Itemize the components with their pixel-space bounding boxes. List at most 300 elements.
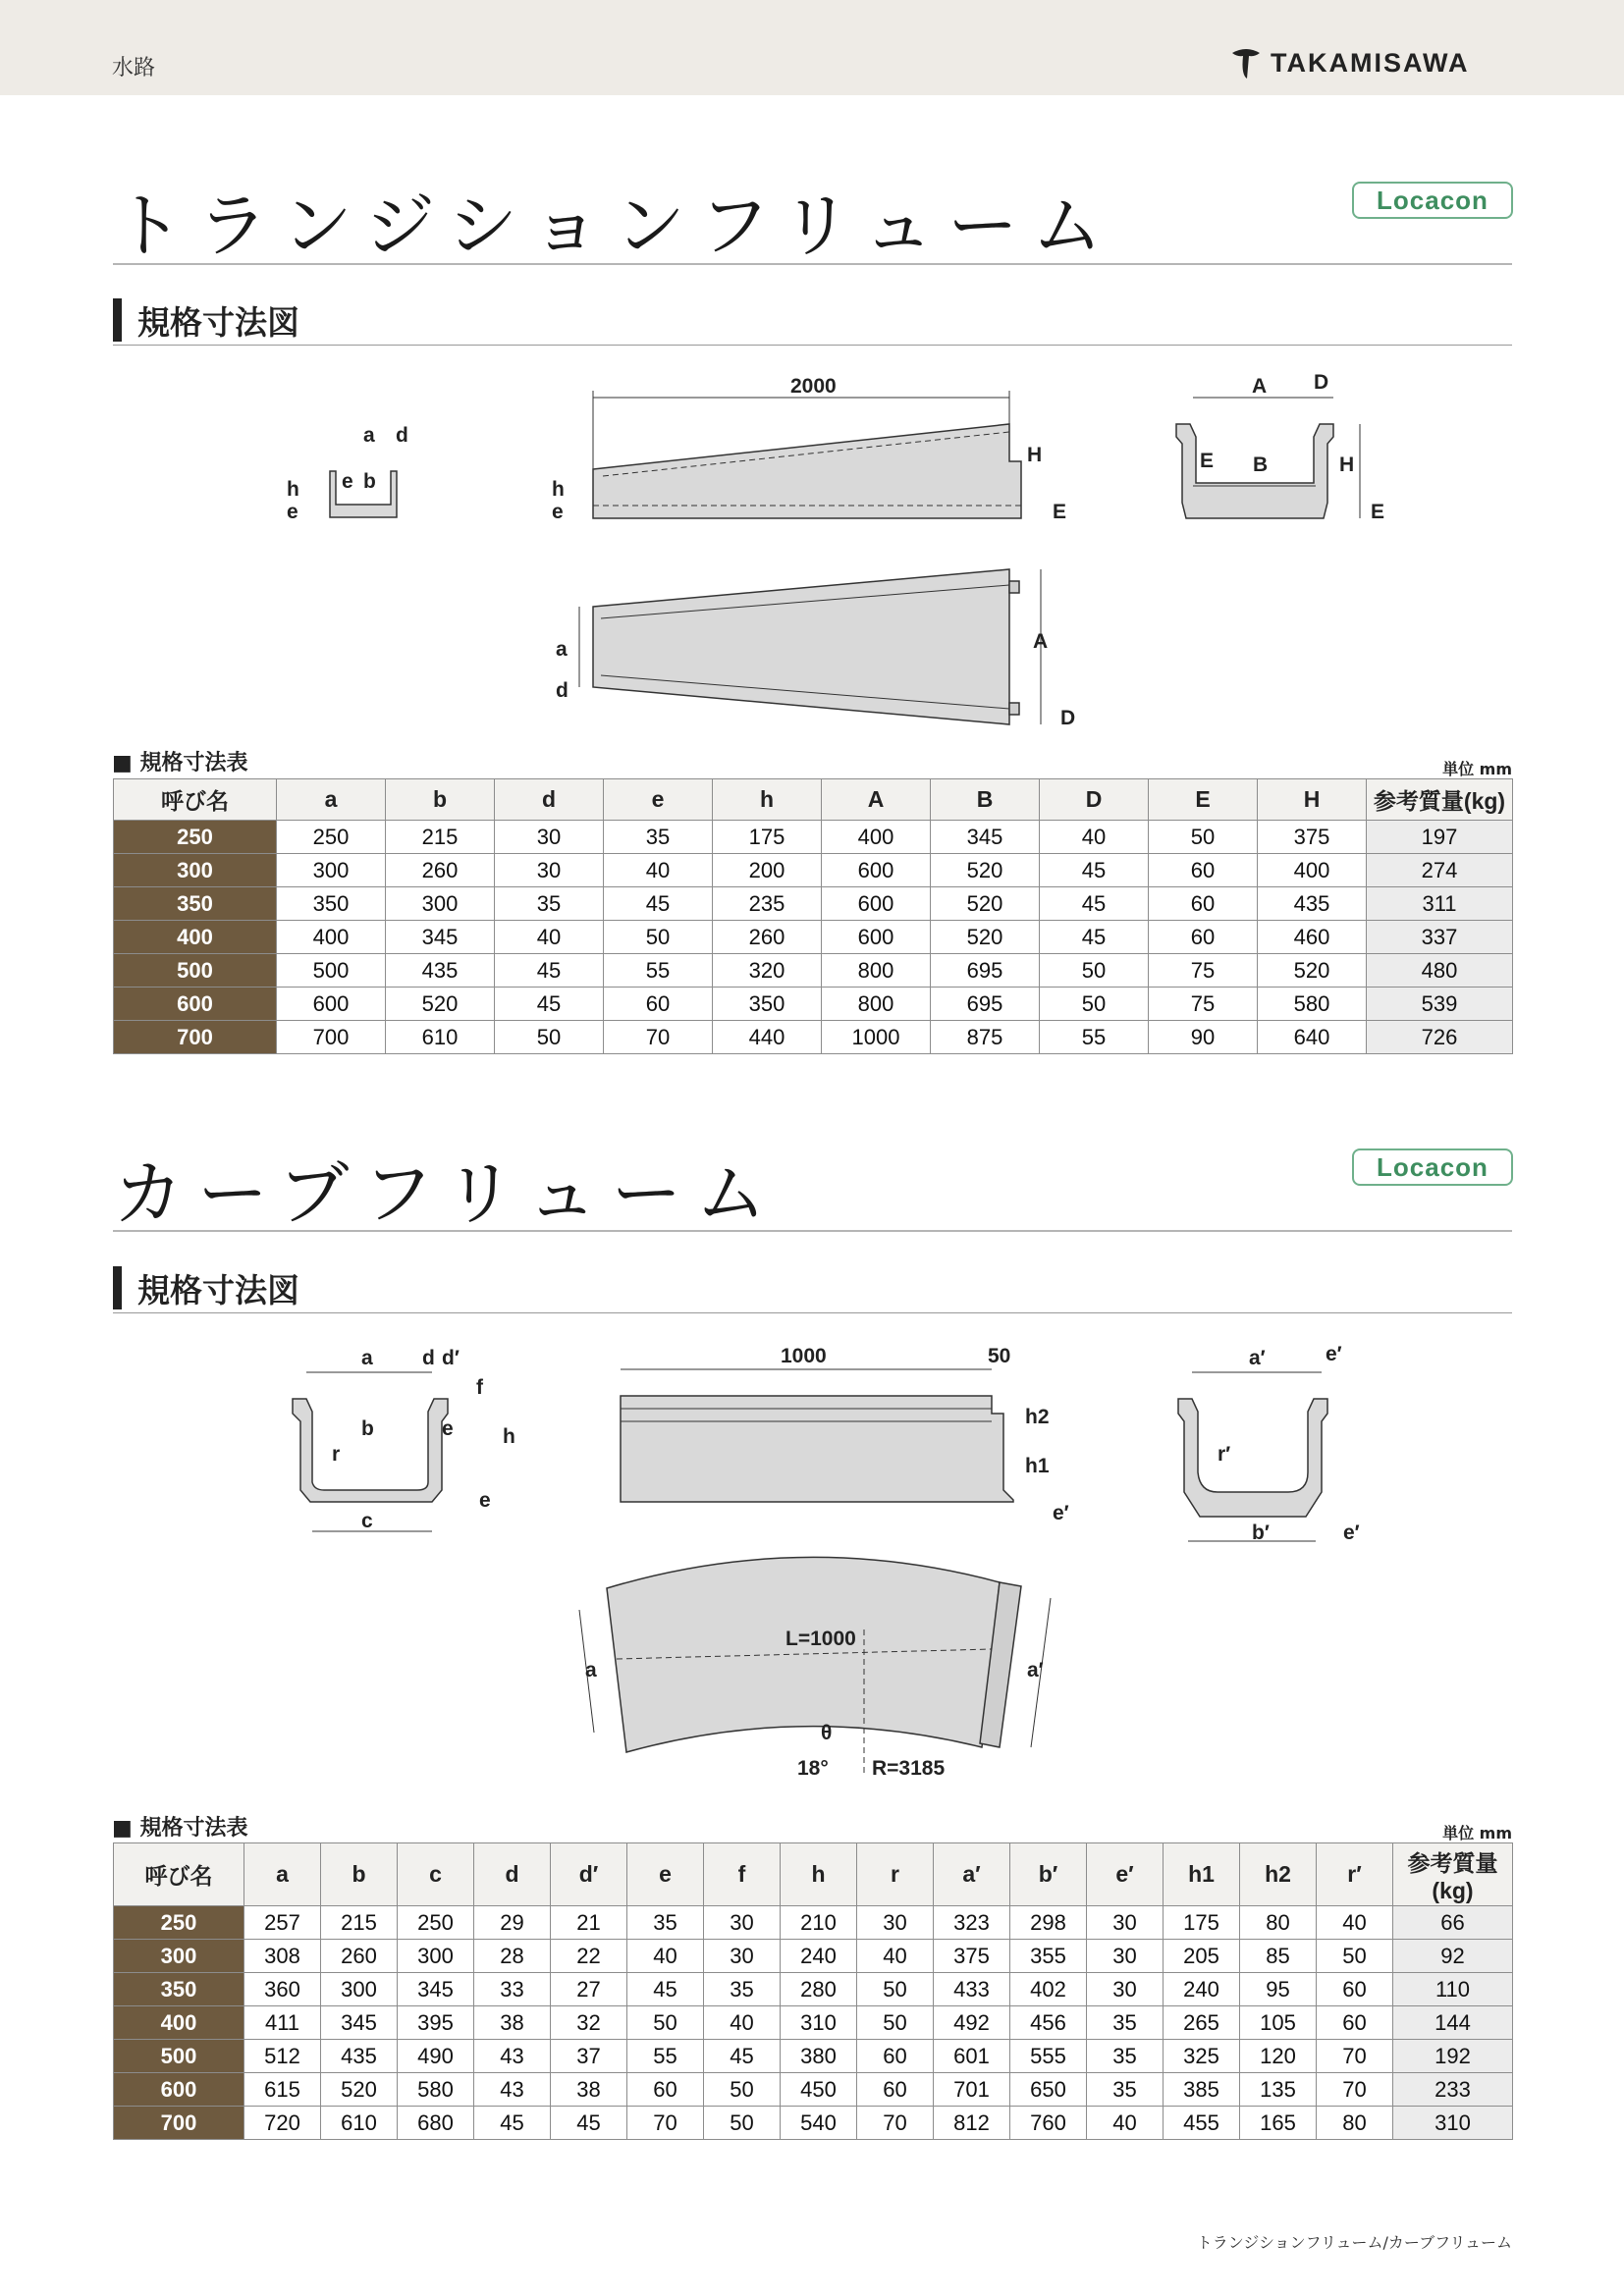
nominal-size-cell: 500 [114, 954, 277, 988]
table-cell: 50 [627, 2006, 704, 2040]
table-cell: 75 [1149, 988, 1258, 1021]
table-cell: 310 [781, 2006, 857, 2040]
weight-cell: 197 [1367, 821, 1513, 854]
table-row [114, 821, 1513, 854]
table-cell: 760 [1010, 2107, 1087, 2140]
side-view-shape [593, 424, 1021, 518]
col-header: 参考質量(kg) [1393, 1843, 1513, 1906]
weight-cell: 192 [1393, 2040, 1513, 2073]
table-cell: 650 [1010, 2073, 1087, 2107]
col-header: 参考質量(kg) [1367, 779, 1513, 821]
table-header-row [114, 779, 1513, 821]
plan-view-shape [593, 569, 1009, 724]
table-cell: 175 [1164, 1906, 1240, 1940]
drawing-heading [113, 1266, 299, 1309]
end-e2-label: e′ [1343, 1522, 1360, 1544]
table-cell: 456 [1010, 2006, 1087, 2040]
sect-E-label: E [1200, 450, 1215, 472]
col-header: A [822, 779, 931, 821]
table-cell: 300 [398, 1940, 474, 1973]
weight-cell: 726 [1367, 1021, 1513, 1054]
table-cell: 1000 [822, 1021, 931, 1054]
plan-A-label: A [1033, 630, 1049, 653]
table-label: ■ 規格寸法表 [112, 1816, 248, 1841]
table-cell: 460 [1258, 921, 1367, 954]
table-cell: 323 [934, 1906, 1010, 1940]
table-cell: 325 [1164, 2040, 1240, 2073]
table-cell: 70 [1317, 2040, 1393, 2073]
table-cell: 250 [277, 821, 386, 854]
table-cell: 260 [713, 921, 822, 954]
col-header: e [627, 1843, 704, 1906]
weight-cell: 144 [1393, 2006, 1513, 2040]
page-footer: トランジションフリューム/カーブフリューム [1196, 2233, 1512, 2252]
table-cell: 350 [277, 887, 386, 921]
table-cell: 720 [244, 2107, 321, 2140]
table-cell: 435 [1258, 887, 1367, 921]
table-cell: 35 [1087, 2040, 1164, 2073]
col-header: b [386, 779, 495, 821]
table-cell: 600 [822, 887, 931, 921]
locacon-logo: Locacon [1352, 182, 1513, 219]
table-cell: 280 [781, 1973, 857, 2006]
transition-flume-drawings [0, 353, 1624, 746]
table-cell: 30 [704, 1940, 781, 1973]
heading-bar [113, 1266, 122, 1309]
table-row [114, 2107, 1513, 2140]
table-row [114, 2006, 1513, 2040]
table-cell: 40 [704, 2006, 781, 2040]
nominal-size-cell: 700 [114, 1021, 277, 1054]
table-cell: 240 [781, 1940, 857, 1973]
table-cell: 512 [244, 2040, 321, 2073]
table-cell: 30 [1087, 1940, 1164, 1973]
table-cell: 520 [321, 2073, 398, 2107]
table-cell: 60 [604, 988, 713, 1021]
table-cell: 60 [627, 2073, 704, 2107]
table-cell: 35 [604, 821, 713, 854]
col-header: a′ [934, 1843, 1010, 1906]
table-cell: 40 [1040, 821, 1149, 854]
table-cell: 580 [398, 2073, 474, 2107]
nominal-size-cell: 350 [114, 1973, 244, 2006]
table-cell: 300 [321, 1973, 398, 2006]
table-cell: 40 [1087, 2107, 1164, 2140]
table-cell: 22 [551, 1940, 627, 1973]
table-cell: 600 [822, 921, 931, 954]
table-cell: 205 [1164, 1940, 1240, 1973]
weight-cell: 274 [1367, 854, 1513, 887]
table-cell: 70 [604, 1021, 713, 1054]
side-E-label: E [1053, 501, 1067, 523]
curved-plan-shape [607, 1557, 1000, 1752]
table-cell: 29 [474, 1906, 551, 1940]
heading-bar [113, 298, 122, 342]
sect-A-label: A [1252, 375, 1268, 398]
col-header: h [781, 1843, 857, 1906]
table-cell: 600 [277, 988, 386, 1021]
table-cell: 540 [781, 2107, 857, 2140]
heading-divider [113, 345, 1512, 346]
table-cell: 95 [1240, 1973, 1317, 2006]
plan-D-label: D [1060, 707, 1076, 729]
table-cell: 60 [1317, 1973, 1393, 2006]
table-cell: 40 [495, 921, 604, 954]
table-cell: 43 [474, 2040, 551, 2073]
side-H-label: H [1027, 444, 1043, 466]
table-row [114, 1021, 1513, 1054]
table-cell: 520 [1258, 954, 1367, 988]
weight-cell: 310 [1393, 2107, 1513, 2140]
table-cell: 400 [822, 821, 931, 854]
plan-d-label: d [556, 679, 568, 702]
table-cell: 812 [934, 2107, 1010, 2140]
col-header: r [857, 1843, 934, 1906]
table-cell: 60 [857, 2040, 934, 2073]
col-header: f [704, 1843, 781, 1906]
table-cell: 50 [1317, 1940, 1393, 1973]
end-r-label: r′ [1218, 1443, 1231, 1466]
sect-D-label: D [1314, 371, 1329, 394]
table-cell: 30 [495, 821, 604, 854]
table-row [114, 1940, 1513, 1973]
curve-flume-drawings [0, 1325, 1624, 1796]
table-cell: 45 [1040, 921, 1149, 954]
side-e-label: e′ [1053, 1502, 1069, 1524]
table-cell: 35 [1087, 2073, 1164, 2107]
table-cell: 28 [474, 1940, 551, 1973]
table-cell: 240 [1164, 1973, 1240, 2006]
table-cell: 55 [627, 2040, 704, 2073]
small-a-label: a [363, 424, 375, 447]
table-row [114, 2040, 1513, 2073]
table-cell: 520 [931, 921, 1040, 954]
col-header: e′ [1087, 1843, 1164, 1906]
table-cell: 21 [551, 1906, 627, 1940]
nominal-size-cell: 400 [114, 921, 277, 954]
plan-a-label: a [556, 638, 568, 661]
table-cell: 30 [857, 1906, 934, 1940]
sec-c-label: c [361, 1510, 373, 1532]
nominal-size-cell: 600 [114, 2073, 244, 2107]
table-cell: 695 [931, 988, 1040, 1021]
table-row [114, 1906, 1513, 1940]
table-cell: 120 [1240, 2040, 1317, 2073]
end-e-label: e′ [1326, 1343, 1342, 1365]
weight-cell: 233 [1393, 2073, 1513, 2107]
weight-cell: 337 [1367, 921, 1513, 954]
unit-label: 単位 mm [1442, 760, 1512, 778]
table-cell: 90 [1149, 1021, 1258, 1054]
table-cell: 298 [1010, 1906, 1087, 1940]
weight-cell: 480 [1367, 954, 1513, 988]
table-cell: 50 [857, 1973, 934, 2006]
table-cell: 800 [822, 988, 931, 1021]
table-cell: 695 [931, 954, 1040, 988]
drawing-heading-text: 規格寸法図 [137, 1270, 299, 1309]
table-cell: 345 [386, 921, 495, 954]
sect-B-label: B [1253, 454, 1269, 476]
table-cell: 45 [551, 2107, 627, 2140]
table-cell: 70 [627, 2107, 704, 2140]
col-header: 呼び名 [114, 1843, 244, 1906]
table-cell: 32 [551, 2006, 627, 2040]
table-cell: 50 [1040, 988, 1149, 1021]
table-cell: 308 [244, 1940, 321, 1973]
table-cell: 600 [822, 854, 931, 887]
table-cell: 85 [1240, 1940, 1317, 1973]
table-row [114, 1973, 1513, 2006]
table-cell: 300 [386, 887, 495, 921]
table-cell: 38 [474, 2006, 551, 2040]
sec-b-label: b [361, 1417, 374, 1440]
small-b-label: b [363, 470, 376, 493]
table-label: ■ 規格寸法表 [112, 751, 248, 775]
table-cell: 27 [551, 1973, 627, 2006]
drawing-heading [113, 298, 299, 342]
plan-theta-label: θ [821, 1722, 833, 1744]
table-cell: 435 [321, 2040, 398, 2073]
plan-R-label: R=3185 [872, 1757, 946, 1780]
table-cell: 50 [1040, 954, 1149, 988]
side-h1-label: h1 [1025, 1455, 1050, 1477]
section-shape [293, 1399, 448, 1502]
col-header: b′ [1010, 1843, 1087, 1906]
table-cell: 380 [781, 2040, 857, 2073]
brand-mark-icon [1229, 43, 1263, 82]
table-cell: 455 [1164, 2107, 1240, 2140]
table-cell: 50 [704, 2073, 781, 2107]
nominal-size-cell: 250 [114, 1906, 244, 1940]
table-row [114, 988, 1513, 1021]
table-cell: 433 [934, 1973, 1010, 2006]
brand-logo [1229, 41, 1470, 84]
table-cell: 30 [1087, 1906, 1164, 1940]
heading-divider [113, 1312, 1512, 1313]
table-cell: 175 [713, 821, 822, 854]
table-body [114, 1906, 1513, 2140]
nominal-size-cell: 700 [114, 2107, 244, 2140]
page-title-transition-flume: トランジションフリューム [113, 185, 1116, 267]
sec-a-label: a [361, 1347, 373, 1369]
plan-a-label: a [585, 1659, 597, 1682]
table-cell: 80 [1240, 1906, 1317, 1940]
table-cell: 50 [495, 1021, 604, 1054]
table-row [114, 2073, 1513, 2107]
table-row [114, 921, 1513, 954]
sect-E2-label: E [1371, 501, 1385, 523]
table-cell: 701 [934, 2073, 1010, 2107]
table-cell: 250 [398, 1906, 474, 1940]
table-cell: 43 [474, 2073, 551, 2107]
title-divider [113, 263, 1512, 265]
table-cell: 400 [1258, 854, 1367, 887]
small-e-label: e [342, 470, 353, 493]
col-header: b [321, 1843, 398, 1906]
table-cell: 601 [934, 2040, 1010, 2073]
col-header: d [474, 1843, 551, 1906]
side-length-label: 2000 [790, 375, 837, 398]
table-cell: 610 [386, 1021, 495, 1054]
table-cell: 345 [931, 821, 1040, 854]
table-cell: 35 [704, 1973, 781, 2006]
table-cell: 35 [495, 887, 604, 921]
table-body [114, 821, 1513, 1054]
table-cell: 300 [277, 854, 386, 887]
table-cell: 700 [277, 1021, 386, 1054]
table-cell: 500 [277, 954, 386, 988]
curve-flume-spec-table [113, 1842, 1513, 2140]
table-cell: 45 [604, 887, 713, 921]
end-b-label: b′ [1252, 1522, 1270, 1544]
table-cell: 385 [1164, 2073, 1240, 2107]
sec-e2-label: e [479, 1489, 491, 1512]
table-cell: 38 [551, 2073, 627, 2107]
table-cell: 45 [627, 1973, 704, 2006]
nominal-size-cell: 300 [114, 1940, 244, 1973]
table-cell: 400 [277, 921, 386, 954]
category-label: 水路 [112, 56, 156, 80]
table-cell: 50 [704, 2107, 781, 2140]
table-cell: 50 [604, 921, 713, 954]
table-header-row [114, 1843, 1513, 1906]
table-cell: 520 [931, 854, 1040, 887]
table-cell: 320 [713, 954, 822, 988]
title-divider [113, 1230, 1512, 1232]
table-cell: 200 [713, 854, 822, 887]
table-cell: 375 [934, 1940, 1010, 1973]
col-header: r′ [1317, 1843, 1393, 1906]
table-cell: 45 [495, 988, 604, 1021]
table-cell: 55 [1040, 1021, 1149, 1054]
col-header: d′ [551, 1843, 627, 1906]
table-cell: 35 [1087, 2006, 1164, 2040]
sect-H-label: H [1339, 454, 1355, 476]
col-header: H [1258, 779, 1367, 821]
table-row [114, 854, 1513, 887]
unit-label: 単位 mm [1442, 1824, 1512, 1842]
table-cell: 30 [1087, 1973, 1164, 2006]
table-cell: 680 [398, 2107, 474, 2140]
table-cell: 610 [321, 2107, 398, 2140]
table-cell: 50 [857, 2006, 934, 2040]
small-d-label: d [396, 424, 408, 447]
table-cell: 345 [321, 2006, 398, 2040]
col-header: c [398, 1843, 474, 1906]
table-cell: 257 [244, 1906, 321, 1940]
table-row [114, 887, 1513, 921]
table-cell: 60 [1149, 921, 1258, 954]
col-header: h2 [1240, 1843, 1317, 1906]
table-cell: 60 [1149, 854, 1258, 887]
col-header: a [244, 1843, 321, 1906]
table-cell: 30 [495, 854, 604, 887]
page-title-curve-flume: カーブフリューム [113, 1152, 781, 1235]
table-cell: 215 [321, 1906, 398, 1940]
table-cell: 402 [1010, 1973, 1087, 2006]
table-cell: 210 [781, 1906, 857, 1940]
table-cell: 265 [1164, 2006, 1240, 2040]
sec-d-label: d [422, 1347, 435, 1369]
end-a-label: a′ [1249, 1347, 1266, 1369]
table-cell: 640 [1258, 1021, 1367, 1054]
table-cell: 40 [604, 854, 713, 887]
table-cell: 490 [398, 2040, 474, 2073]
col-header: e [604, 779, 713, 821]
plan-L-label: L=1000 [785, 1628, 856, 1650]
table-cell: 350 [713, 988, 822, 1021]
side-length-label: 1000 [781, 1345, 827, 1367]
nominal-size-cell: 300 [114, 854, 277, 887]
plan-angle-label: 18° [797, 1757, 829, 1780]
table-cell: 435 [386, 954, 495, 988]
table-cell: 355 [1010, 1940, 1087, 1973]
table-cell: 40 [857, 1940, 934, 1973]
table-cell: 800 [822, 954, 931, 988]
table-cell: 45 [1040, 854, 1149, 887]
table-cell: 45 [474, 2107, 551, 2140]
table-cell: 165 [1240, 2107, 1317, 2140]
table-cell: 60 [857, 2073, 934, 2107]
plan-a2-label: a′ [1027, 1659, 1044, 1682]
col-header: h [713, 779, 822, 821]
table-cell: 520 [931, 887, 1040, 921]
nominal-size-cell: 400 [114, 2006, 244, 2040]
col-header: a [277, 779, 386, 821]
small-e2-label: e [287, 501, 298, 523]
table-cell: 555 [1010, 2040, 1087, 2073]
nominal-size-cell: 600 [114, 988, 277, 1021]
table-cell: 45 [1040, 887, 1149, 921]
table-cell: 60 [1317, 2006, 1393, 2040]
table-cell: 45 [704, 2040, 781, 2073]
table-cell: 75 [1149, 954, 1258, 988]
weight-cell: 66 [1393, 1906, 1513, 1940]
table-cell: 70 [857, 2107, 934, 2140]
side-view-shape [621, 1396, 1013, 1502]
drawing-heading-text: 規格寸法図 [137, 302, 299, 342]
table-cell: 55 [604, 954, 713, 988]
table-cell: 40 [627, 1940, 704, 1973]
table-cell: 411 [244, 2006, 321, 2040]
table-cell: 440 [713, 1021, 822, 1054]
table-cell: 215 [386, 821, 495, 854]
table-cell: 345 [398, 1973, 474, 2006]
table-cell: 37 [551, 2040, 627, 2073]
table-cell: 70 [1317, 2073, 1393, 2107]
col-header: h1 [1164, 1843, 1240, 1906]
table-cell: 395 [398, 2006, 474, 2040]
table-cell: 615 [244, 2073, 321, 2107]
sec-e-label: e [442, 1417, 454, 1440]
table-cell: 40 [1317, 1906, 1393, 1940]
table-cell: 375 [1258, 821, 1367, 854]
side-e-label: e [552, 501, 564, 523]
table-cell: 135 [1240, 2073, 1317, 2107]
transition-flume-spec-table [113, 778, 1513, 1054]
table-cell: 35 [627, 1906, 704, 1940]
table-cell: 580 [1258, 988, 1367, 1021]
sec-r-label: r [332, 1443, 341, 1466]
col-header: B [931, 779, 1040, 821]
table-cell: 105 [1240, 2006, 1317, 2040]
side-50-label: 50 [988, 1345, 1011, 1367]
table-cell: 875 [931, 1021, 1040, 1054]
side-h-label: h [552, 478, 565, 501]
table-cell: 60 [1149, 887, 1258, 921]
sec-h-label: h [503, 1425, 515, 1448]
nominal-size-cell: 350 [114, 887, 277, 921]
